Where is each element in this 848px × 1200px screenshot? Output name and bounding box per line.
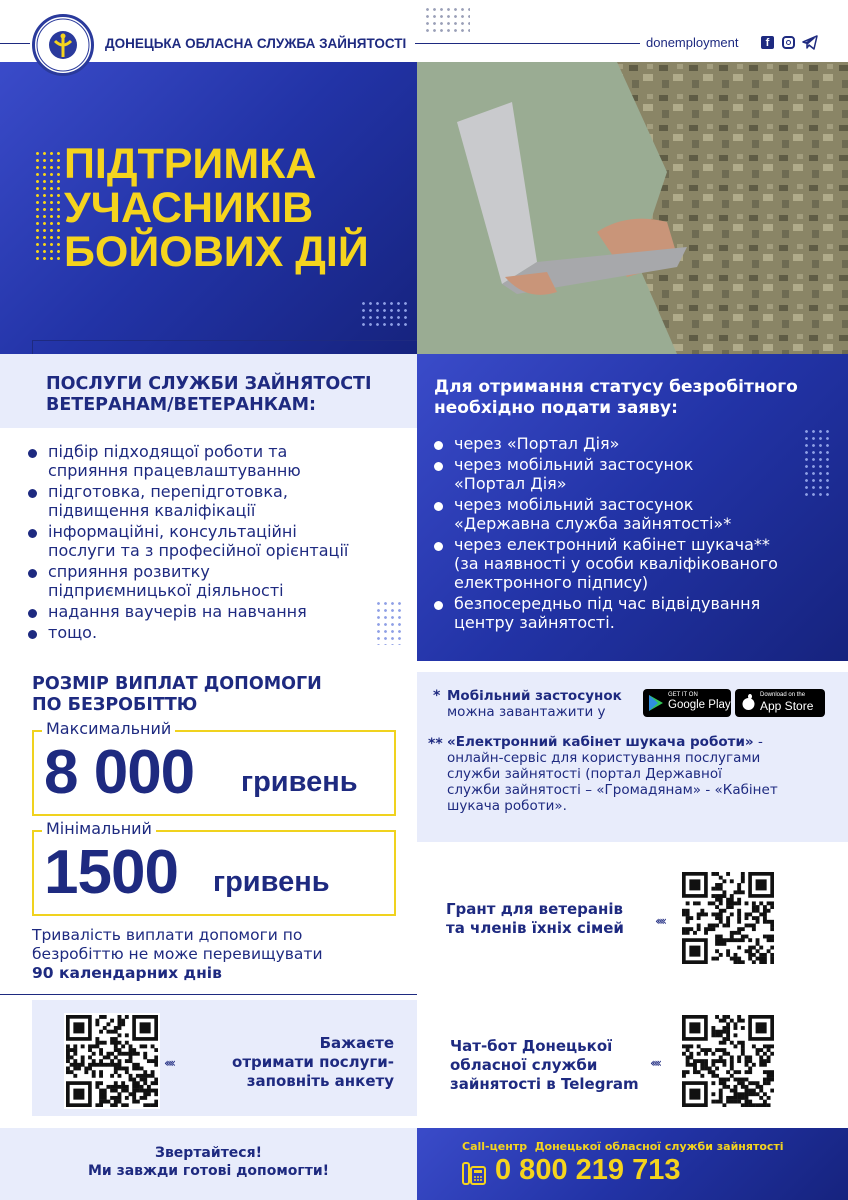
app-note-title: Мобільний застосунок (447, 688, 622, 704)
status-heading (434, 377, 798, 419)
cabinet-note: «Електронний кабінет шукача роботи» - онлайн-сервіс для користування послугами служби зайнятості (портал Державної служби зайнятості – «Громадянам» - «Кабінет шукача роботи». (447, 734, 778, 814)
form-text: Бажаєте отримати послуги- заповніть анкету (232, 1034, 394, 1090)
qr-pattern-icon (66, 1015, 158, 1107)
phone-icon (461, 1160, 487, 1190)
chatbot-text: Чат-бот Донецької обласної служби зайнятості в Telegram (450, 1037, 639, 1093)
hero-title-line: ПІДТРИМКА (64, 140, 317, 188)
chatbot-qr-code[interactable] (680, 1013, 776, 1109)
min-payment-value: 1500 (44, 838, 178, 907)
form-qr-code[interactable] (64, 1013, 160, 1109)
max-payment-value: 8 000 (44, 738, 195, 807)
status-heading-line: необхідно подати заяву: (434, 398, 678, 418)
grant-text: Грант для ветеранів та членів їхніх сімей (446, 900, 624, 937)
services-heading (46, 374, 372, 416)
min-payment-unit: гривень (213, 866, 330, 898)
list-item: тощо. (22, 623, 412, 642)
app-note-mark: * (433, 688, 441, 704)
phone-number[interactable]: 0 800 219 713 (495, 1154, 681, 1186)
soldier-laptop-image (417, 62, 848, 354)
max-payment-unit: гривень (241, 766, 358, 798)
status-heading-line: Для отримання статусу безробітного (434, 377, 798, 397)
arrow-icon: ‹‹‹‹‹ (650, 1056, 659, 1070)
instagram-icon[interactable] (782, 36, 795, 49)
list-item: надання ваучерів на навчання (22, 602, 412, 621)
facebook-icon[interactable]: f (761, 36, 774, 49)
list-item: через «Портал Дія» (428, 434, 843, 453)
decor-dots (375, 600, 403, 645)
list-item: через мобільний застосунок «Портал Дія» (428, 455, 843, 493)
max-payment-label: Максимальний (42, 719, 175, 738)
decor-dots (360, 300, 410, 328)
hero-title-line: УЧАСНИКІВ (64, 184, 314, 232)
list-item: безпосередньо під час відвідування центру зайнятості. (428, 594, 843, 632)
logo (32, 14, 94, 76)
payment-duration: Тривалість виплати допомоги по безробіттю не може перевищувати 90 календарних днів (32, 926, 323, 982)
payments-heading (32, 674, 322, 716)
services-heading-line: ВЕТЕРАНАМ/ВЕТЕРАНКАМ: (46, 395, 317, 415)
qr-pattern-icon (682, 872, 774, 964)
google-play-button[interactable]: GET IT ON Google Play (643, 689, 731, 717)
services-list (22, 442, 412, 644)
payments-heading-line: ПО БЕЗРОБІТТЮ (32, 695, 198, 715)
header-line (415, 43, 640, 44)
list-item: інформаційні, консультаційні послуги та з професійної орієнтації (22, 522, 412, 560)
grant-qr-code[interactable] (680, 870, 776, 966)
logo-emblem-icon (35, 17, 91, 73)
services-heading-line: ПОСЛУГИ СЛУЖБИ ЗАЙНЯТОСТІ (46, 374, 372, 394)
arrow-icon: ‹‹‹‹‹ (164, 1056, 173, 1070)
section-divider (32, 340, 417, 341)
footer-message: Звертайтеся! Ми завжди готові допомогти! (87, 1145, 330, 1179)
list-item: через електронний кабінет шукача** (за наявності у особи кваліфікованого електронного підпису) (428, 535, 843, 592)
list-item: через мобільний застосунок «Державна служба зайнятості»* (428, 495, 843, 533)
list-item: підбір підходящої роботи та сприяння працевлаштуванню (22, 442, 412, 480)
header-org-name: ДОНЕЦЬКА ОБЛАСНА СЛУЖБА ЗАЙНЯТОСТІ (105, 36, 407, 51)
qr-pattern-icon (682, 1015, 774, 1107)
cabinet-note-mark: ** (428, 736, 443, 752)
hero-title-line: БОЙОВИХ ДІЙ (64, 228, 369, 276)
payments-heading-line: РОЗМІР ВИПЛАТ ДОПОМОГИ (32, 674, 322, 694)
decor-dots (803, 428, 833, 498)
header-handle: donemployment (646, 35, 739, 50)
arrow-icon: ‹‹‹‹‹ (655, 914, 664, 928)
apple-icon (742, 694, 755, 710)
min-payment-label: Мінімальний (42, 819, 156, 838)
app-store-button[interactable]: Download on the App Store (735, 689, 825, 717)
google-play-icon (649, 695, 663, 711)
section-divider (0, 994, 417, 995)
status-list (428, 434, 843, 634)
list-item: сприяння розвитку підприємницької діяльності (22, 562, 412, 600)
hero-title (64, 142, 369, 274)
header-line (0, 43, 30, 44)
decor-dots (424, 6, 470, 34)
app-note-sub: можна завантажити у (447, 704, 606, 720)
list-item: підготовка, перепідготовка, підвищення кваліфікації (22, 482, 412, 520)
decor-dots (34, 150, 62, 262)
call-center-label: Call-центр Донецької обласної служби зайнятості (462, 1140, 784, 1153)
hero-photo (417, 62, 848, 354)
telegram-icon[interactable] (802, 35, 818, 54)
